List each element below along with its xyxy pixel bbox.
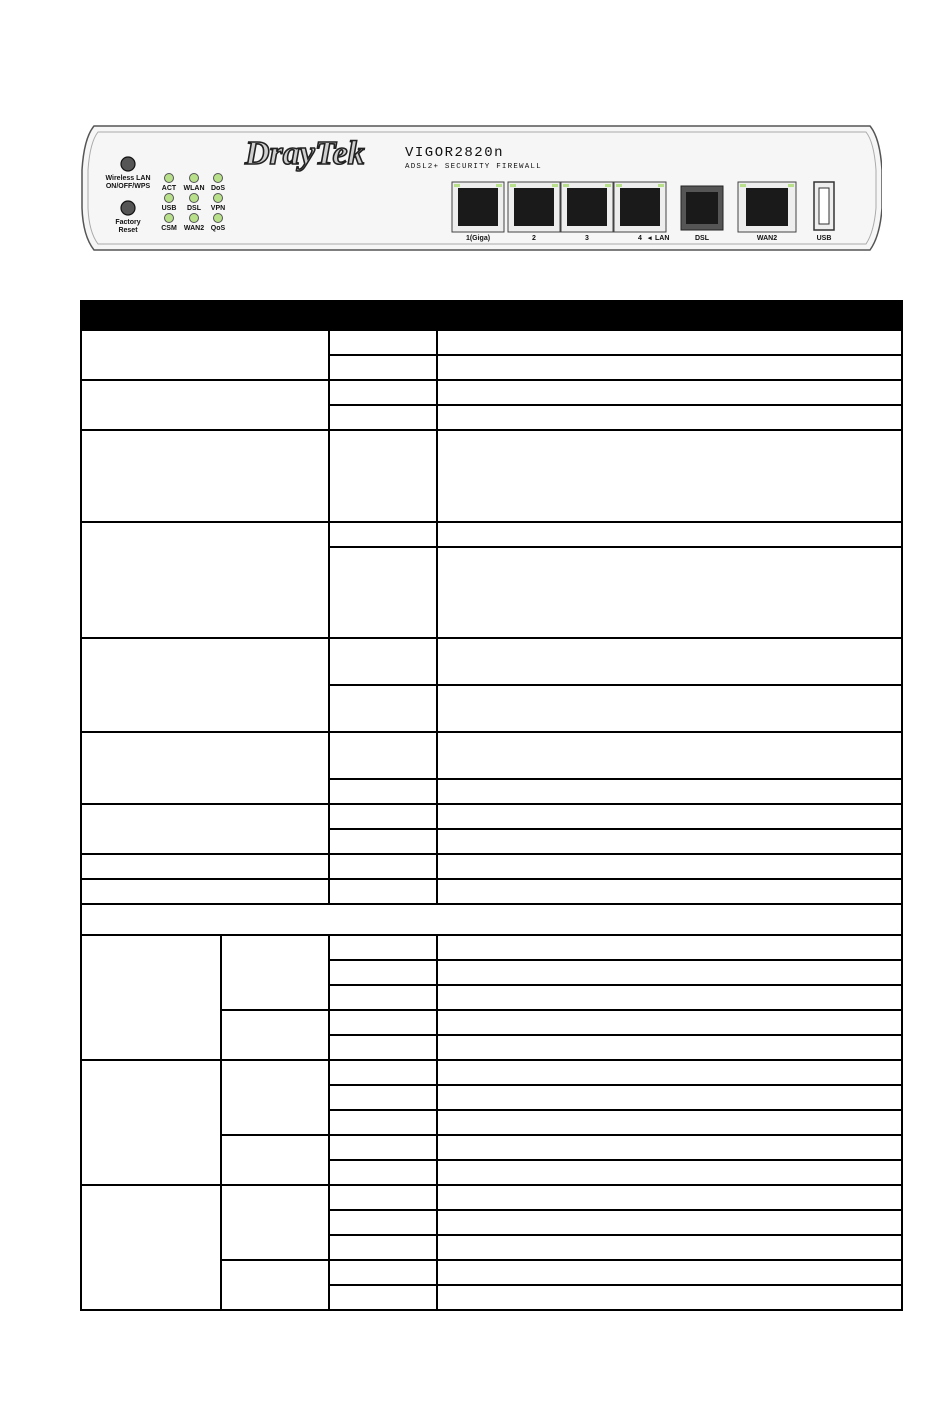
led-wlan-label: WLAN bbox=[183, 185, 205, 192]
status-cell bbox=[329, 1210, 437, 1235]
led-cell bbox=[81, 380, 329, 430]
table-row bbox=[81, 854, 902, 879]
led-dsl-label: DSL bbox=[187, 205, 201, 212]
lan-port-4 bbox=[614, 182, 666, 232]
status-cell bbox=[329, 1010, 437, 1035]
led-cell bbox=[81, 879, 329, 904]
explanation-cell bbox=[437, 732, 902, 779]
dsl-port-label: DSL bbox=[695, 235, 709, 242]
explanation-cell bbox=[437, 804, 902, 829]
status-cell bbox=[329, 355, 437, 380]
explanation-cell bbox=[437, 430, 902, 522]
status-cell bbox=[329, 804, 437, 829]
led-cell bbox=[221, 1135, 329, 1185]
explanation-cell bbox=[437, 1185, 902, 1210]
lan-port-3 bbox=[561, 182, 613, 232]
explanation-cell bbox=[437, 1110, 902, 1135]
interface-cell bbox=[81, 1060, 221, 1185]
table-row bbox=[81, 879, 902, 904]
model-tagline: ADSL2+ SECURITY FIREWALL bbox=[405, 163, 542, 171]
led-dos-icon bbox=[214, 174, 223, 183]
status-cell bbox=[329, 685, 437, 732]
explanation-cell bbox=[437, 685, 902, 732]
explanation-cell bbox=[437, 380, 902, 405]
lan-port-4-label: 4 bbox=[638, 235, 642, 242]
wireless-lan-button bbox=[121, 157, 135, 171]
led-wan2-icon bbox=[190, 214, 199, 223]
section-row bbox=[81, 904, 902, 935]
explanation-cell bbox=[437, 1135, 902, 1160]
status-cell bbox=[329, 547, 437, 638]
led-cell bbox=[81, 522, 329, 638]
lan-port-2 bbox=[508, 182, 560, 232]
explanation-cell bbox=[437, 330, 902, 355]
status-cell bbox=[329, 430, 437, 522]
led-qos-label: QoS bbox=[210, 225, 226, 232]
status-cell bbox=[329, 879, 437, 904]
table-row bbox=[81, 1060, 902, 1085]
model-name: VIGOR2820n bbox=[405, 145, 505, 161]
table-row bbox=[81, 732, 902, 779]
status-cell bbox=[329, 985, 437, 1010]
status-cell bbox=[329, 1285, 437, 1310]
led-usb-label: USB bbox=[161, 205, 177, 212]
status-cell bbox=[329, 1110, 437, 1135]
explanation-cell bbox=[437, 405, 902, 430]
explanation-cell bbox=[437, 1260, 902, 1285]
status-cell bbox=[329, 1135, 437, 1160]
led-cell bbox=[221, 1185, 329, 1260]
wan2-port-label: WAN2 bbox=[756, 235, 778, 242]
section-cell bbox=[81, 904, 902, 935]
dsl-port bbox=[681, 186, 723, 230]
led-cell bbox=[221, 1260, 329, 1310]
explanation-cell bbox=[437, 1060, 902, 1085]
led-usb-icon bbox=[165, 194, 174, 203]
lan-port-1-label: 1(Giga) bbox=[465, 235, 491, 242]
explanation-cell bbox=[437, 879, 902, 904]
table-header bbox=[81, 301, 902, 330]
wireless-lan-label: Wireless LAN bbox=[105, 175, 151, 182]
status-cell bbox=[329, 405, 437, 430]
router-front-panel bbox=[80, 118, 882, 256]
brand-logo: DrayTek bbox=[245, 135, 365, 172]
factory-reset-button bbox=[121, 201, 135, 215]
status-cell bbox=[329, 779, 437, 804]
explanation-cell bbox=[437, 960, 902, 985]
explanation-cell bbox=[437, 854, 902, 879]
table-row bbox=[81, 935, 902, 960]
table-row bbox=[81, 330, 902, 355]
explanation-cell bbox=[437, 779, 902, 804]
led-qos-icon bbox=[214, 214, 223, 223]
status-cell bbox=[329, 1060, 437, 1085]
led-csm-icon bbox=[165, 214, 174, 223]
lan-port-2-label: 2 bbox=[532, 235, 536, 242]
lan-group-label: LAN bbox=[655, 235, 670, 242]
lan-arrow-icon: ◂ bbox=[648, 235, 652, 242]
led-vpn-icon bbox=[214, 194, 223, 203]
status-cell bbox=[329, 1160, 437, 1185]
led-act-icon bbox=[165, 174, 174, 183]
led-cell bbox=[81, 638, 329, 732]
usb-port bbox=[814, 182, 834, 230]
explanation-cell bbox=[437, 1085, 902, 1110]
explanation-cell bbox=[437, 935, 902, 960]
status-cell bbox=[329, 960, 437, 985]
led-cell bbox=[221, 1010, 329, 1060]
led-act-label: ACT bbox=[161, 185, 177, 192]
led-cell bbox=[81, 330, 329, 380]
usb-port-label: USB bbox=[816, 235, 832, 242]
table-row bbox=[81, 380, 902, 405]
status-cell bbox=[329, 732, 437, 779]
status-cell bbox=[329, 638, 437, 685]
led-csm-label: CSM bbox=[161, 225, 177, 232]
lan-port-1 bbox=[452, 182, 504, 232]
led-cell bbox=[221, 935, 329, 1010]
explanation-cell bbox=[437, 1210, 902, 1235]
status-cell bbox=[329, 1235, 437, 1260]
led-cell bbox=[81, 732, 329, 804]
status-cell bbox=[329, 854, 437, 879]
table-row bbox=[81, 804, 902, 829]
factory-reset-label: Factory bbox=[115, 219, 141, 226]
led-cell bbox=[81, 854, 329, 879]
interface-cell bbox=[81, 935, 221, 1060]
interface-cell bbox=[81, 1185, 221, 1310]
explanation-cell bbox=[437, 1285, 902, 1310]
led-cell bbox=[81, 430, 329, 522]
led-wan2-label: WAN2 bbox=[183, 225, 205, 232]
led-description-table bbox=[80, 300, 903, 1311]
explanation-cell bbox=[437, 1160, 902, 1185]
status-cell bbox=[329, 1260, 437, 1285]
wan2-port bbox=[738, 182, 796, 232]
led-dos-label: DoS bbox=[211, 185, 225, 192]
table-row bbox=[81, 430, 902, 522]
explanation-cell bbox=[437, 638, 902, 685]
table-row bbox=[81, 638, 902, 685]
explanation-cell bbox=[437, 547, 902, 638]
table-row bbox=[81, 1185, 902, 1210]
table-row bbox=[81, 522, 902, 547]
status-cell bbox=[329, 935, 437, 960]
explanation-cell bbox=[437, 522, 902, 547]
led-wlan-icon bbox=[190, 174, 199, 183]
status-cell bbox=[329, 1185, 437, 1210]
status-cell bbox=[329, 1035, 437, 1060]
explanation-cell bbox=[437, 829, 902, 854]
explanation-cell bbox=[437, 985, 902, 1010]
status-cell bbox=[329, 380, 437, 405]
explanation-cell bbox=[437, 1035, 902, 1060]
status-cell bbox=[329, 522, 437, 547]
led-vpn-label: VPN bbox=[210, 205, 226, 212]
status-cell bbox=[329, 1085, 437, 1110]
led-cell bbox=[221, 1060, 329, 1135]
led-dsl-icon bbox=[190, 194, 199, 203]
table-header-row bbox=[81, 301, 902, 330]
explanation-cell bbox=[437, 1010, 902, 1035]
lan-port-3-label: 3 bbox=[585, 235, 589, 242]
status-cell bbox=[329, 330, 437, 355]
led-cell bbox=[81, 804, 329, 854]
factory-reset-sublabel: Reset bbox=[118, 227, 138, 234]
explanation-cell bbox=[437, 1235, 902, 1260]
router-illustration bbox=[80, 118, 882, 256]
status-cell bbox=[329, 829, 437, 854]
explanation-cell bbox=[437, 355, 902, 380]
wireless-lan-sublabel: ON/OFF/WPS bbox=[105, 183, 151, 190]
